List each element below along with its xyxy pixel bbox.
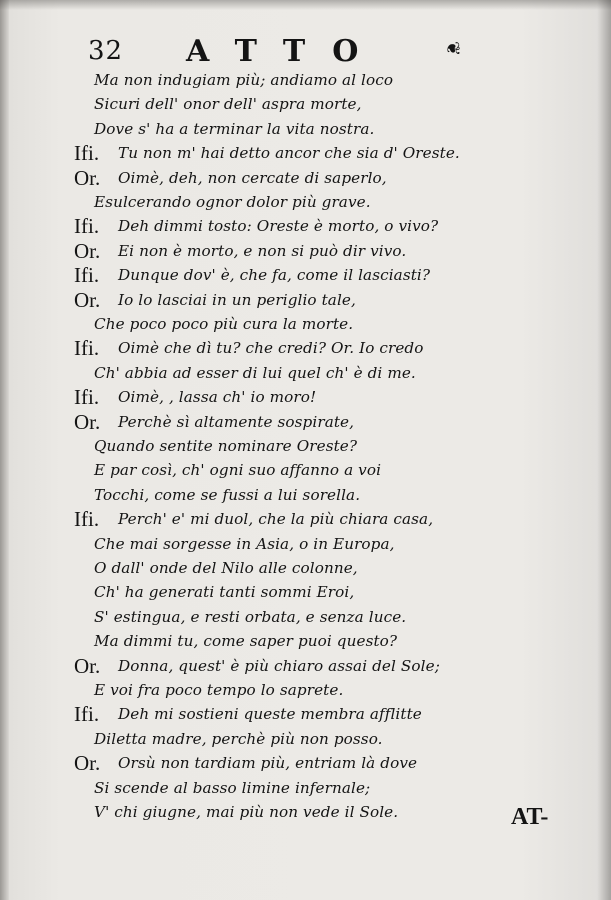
verse-text: Oimè, , lassa ch' io moro! bbox=[118, 388, 317, 407]
verse-text: Ma non indugiam più; andiamo al loco bbox=[94, 71, 394, 89]
verse-line bbox=[0, 776, 611, 800]
verse-line bbox=[0, 434, 611, 458]
verse-text: Oimè che dì tu? che credi? Or. Io credo bbox=[118, 339, 424, 358]
verse-line bbox=[0, 385, 611, 409]
verse-line bbox=[0, 117, 611, 141]
verse-line bbox=[0, 141, 611, 165]
verse-text: Ch' abbia ad esser di lui quel ch' è di me. bbox=[94, 363, 416, 382]
verse-text: Deh dimmi tosto: Oreste è morto, o vivo? bbox=[118, 217, 439, 236]
verse-line bbox=[0, 458, 611, 482]
fleuron-ornament-icon: ❦ bbox=[441, 40, 463, 57]
verse-line bbox=[0, 654, 611, 678]
verse-line bbox=[0, 483, 611, 507]
verse-text: E par così, ch' ogni suo affanno a voi bbox=[94, 461, 382, 480]
verse-line bbox=[0, 678, 611, 702]
verse-text: Tocchi, come se fussi a lui sorella. bbox=[94, 485, 361, 504]
verse-line bbox=[0, 92, 611, 116]
verse-line bbox=[0, 288, 611, 312]
speaker-label: Or. bbox=[74, 751, 101, 776]
verse-text: Dove s' ha a terminar la vita nostra. bbox=[94, 119, 375, 138]
verse-text: Si scende al basso limine infernale; bbox=[94, 778, 371, 797]
verse-text: Oimè, deh, non cercate di saperlo, bbox=[118, 168, 387, 187]
verse-line bbox=[0, 751, 611, 775]
speaker-label: Or. bbox=[74, 287, 101, 312]
verse-text: Diletta madre, perchè più non posso. bbox=[94, 729, 383, 748]
verse-text: Dunque dov' è, che fa, come il lasciasti? bbox=[118, 266, 431, 285]
speaker-label: Ifi. bbox=[74, 214, 100, 239]
running-head: ATTO bbox=[186, 34, 386, 69]
verse-text: Deh mi sostieni queste membra afflitte bbox=[118, 705, 422, 724]
catchword: AT- bbox=[511, 804, 549, 830]
verse-text: Esulcerando ognor dolor più grave. bbox=[94, 193, 371, 211]
speaker-label: Or. bbox=[74, 238, 101, 263]
verse-text: Che mai sorgesse in Asia, o in Europa, bbox=[94, 534, 395, 553]
verse-text: Che poco poco più cura la morte. bbox=[94, 315, 354, 333]
verse-text: Ei non è morto, e non si può dir vivo. bbox=[118, 241, 407, 260]
verse-line bbox=[0, 263, 611, 287]
verse-text: Ma dimmi tu, come saper puoi questo? bbox=[94, 632, 398, 651]
verse-line bbox=[0, 629, 611, 653]
speaker-label: Ifi. bbox=[74, 702, 100, 727]
verse-text: Donna, quest' è più chiaro assai del Sole; bbox=[118, 656, 440, 675]
speaker-label: Or. bbox=[74, 409, 101, 434]
speaker-label: Ifi. bbox=[74, 385, 100, 410]
speaker-label: Ifi. bbox=[74, 141, 100, 166]
verse-line bbox=[0, 580, 611, 604]
verse-line bbox=[0, 556, 611, 580]
speaker-label: Ifi. bbox=[74, 336, 100, 361]
verse-line bbox=[0, 532, 611, 556]
page-header bbox=[78, 30, 478, 70]
verse-text: O dall' onde del Nilo alle colonne, bbox=[94, 559, 358, 577]
verse-line bbox=[0, 702, 611, 726]
verse-text: V' chi giugne, mai più non vede il Sole. bbox=[94, 803, 399, 821]
verse-line bbox=[0, 507, 611, 531]
speaker-label: Ifi. bbox=[74, 507, 100, 532]
page-number: 32 bbox=[88, 36, 124, 66]
verse-text: Sicuri dell' onor dell' aspra morte, bbox=[94, 95, 362, 114]
verse-text: Perchè sì altamente sospirate, bbox=[118, 412, 355, 431]
page-top-shadow bbox=[0, 0, 611, 10]
verse-text: Tu non m' hai detto ancor che sia d' Oreste. bbox=[118, 144, 460, 163]
verse-text: Quando sentite nominare Oreste? bbox=[94, 437, 358, 455]
verse-text: Perch' e' mi duol, che la più chiara casa, bbox=[118, 510, 434, 529]
verse-line bbox=[0, 727, 611, 751]
verse-text: E voi fra poco tempo lo saprete. bbox=[94, 681, 344, 699]
verse-line bbox=[0, 214, 611, 238]
verse-line bbox=[0, 190, 611, 214]
verse-line bbox=[0, 166, 611, 190]
verse-line bbox=[0, 68, 611, 92]
verse-line bbox=[0, 410, 611, 434]
verse-text: Io lo lasciai in un periglio tale, bbox=[118, 290, 356, 309]
verse-text: Ch' ha generati tanti sommi Eroi, bbox=[94, 583, 355, 602]
verse-line bbox=[0, 312, 611, 336]
verse-line bbox=[0, 605, 611, 629]
verse-line bbox=[0, 361, 611, 385]
verse-text: S' estingua, e resti orbata, e senza luce. bbox=[94, 607, 407, 626]
verse-line bbox=[0, 336, 611, 360]
verse-line bbox=[0, 239, 611, 263]
verse-text: Orsù non tardiam più, entriam là dove bbox=[118, 754, 418, 773]
speaker-label: Or. bbox=[74, 165, 101, 190]
speaker-label: Ifi. bbox=[74, 263, 100, 288]
speaker-label: Or. bbox=[74, 653, 101, 678]
